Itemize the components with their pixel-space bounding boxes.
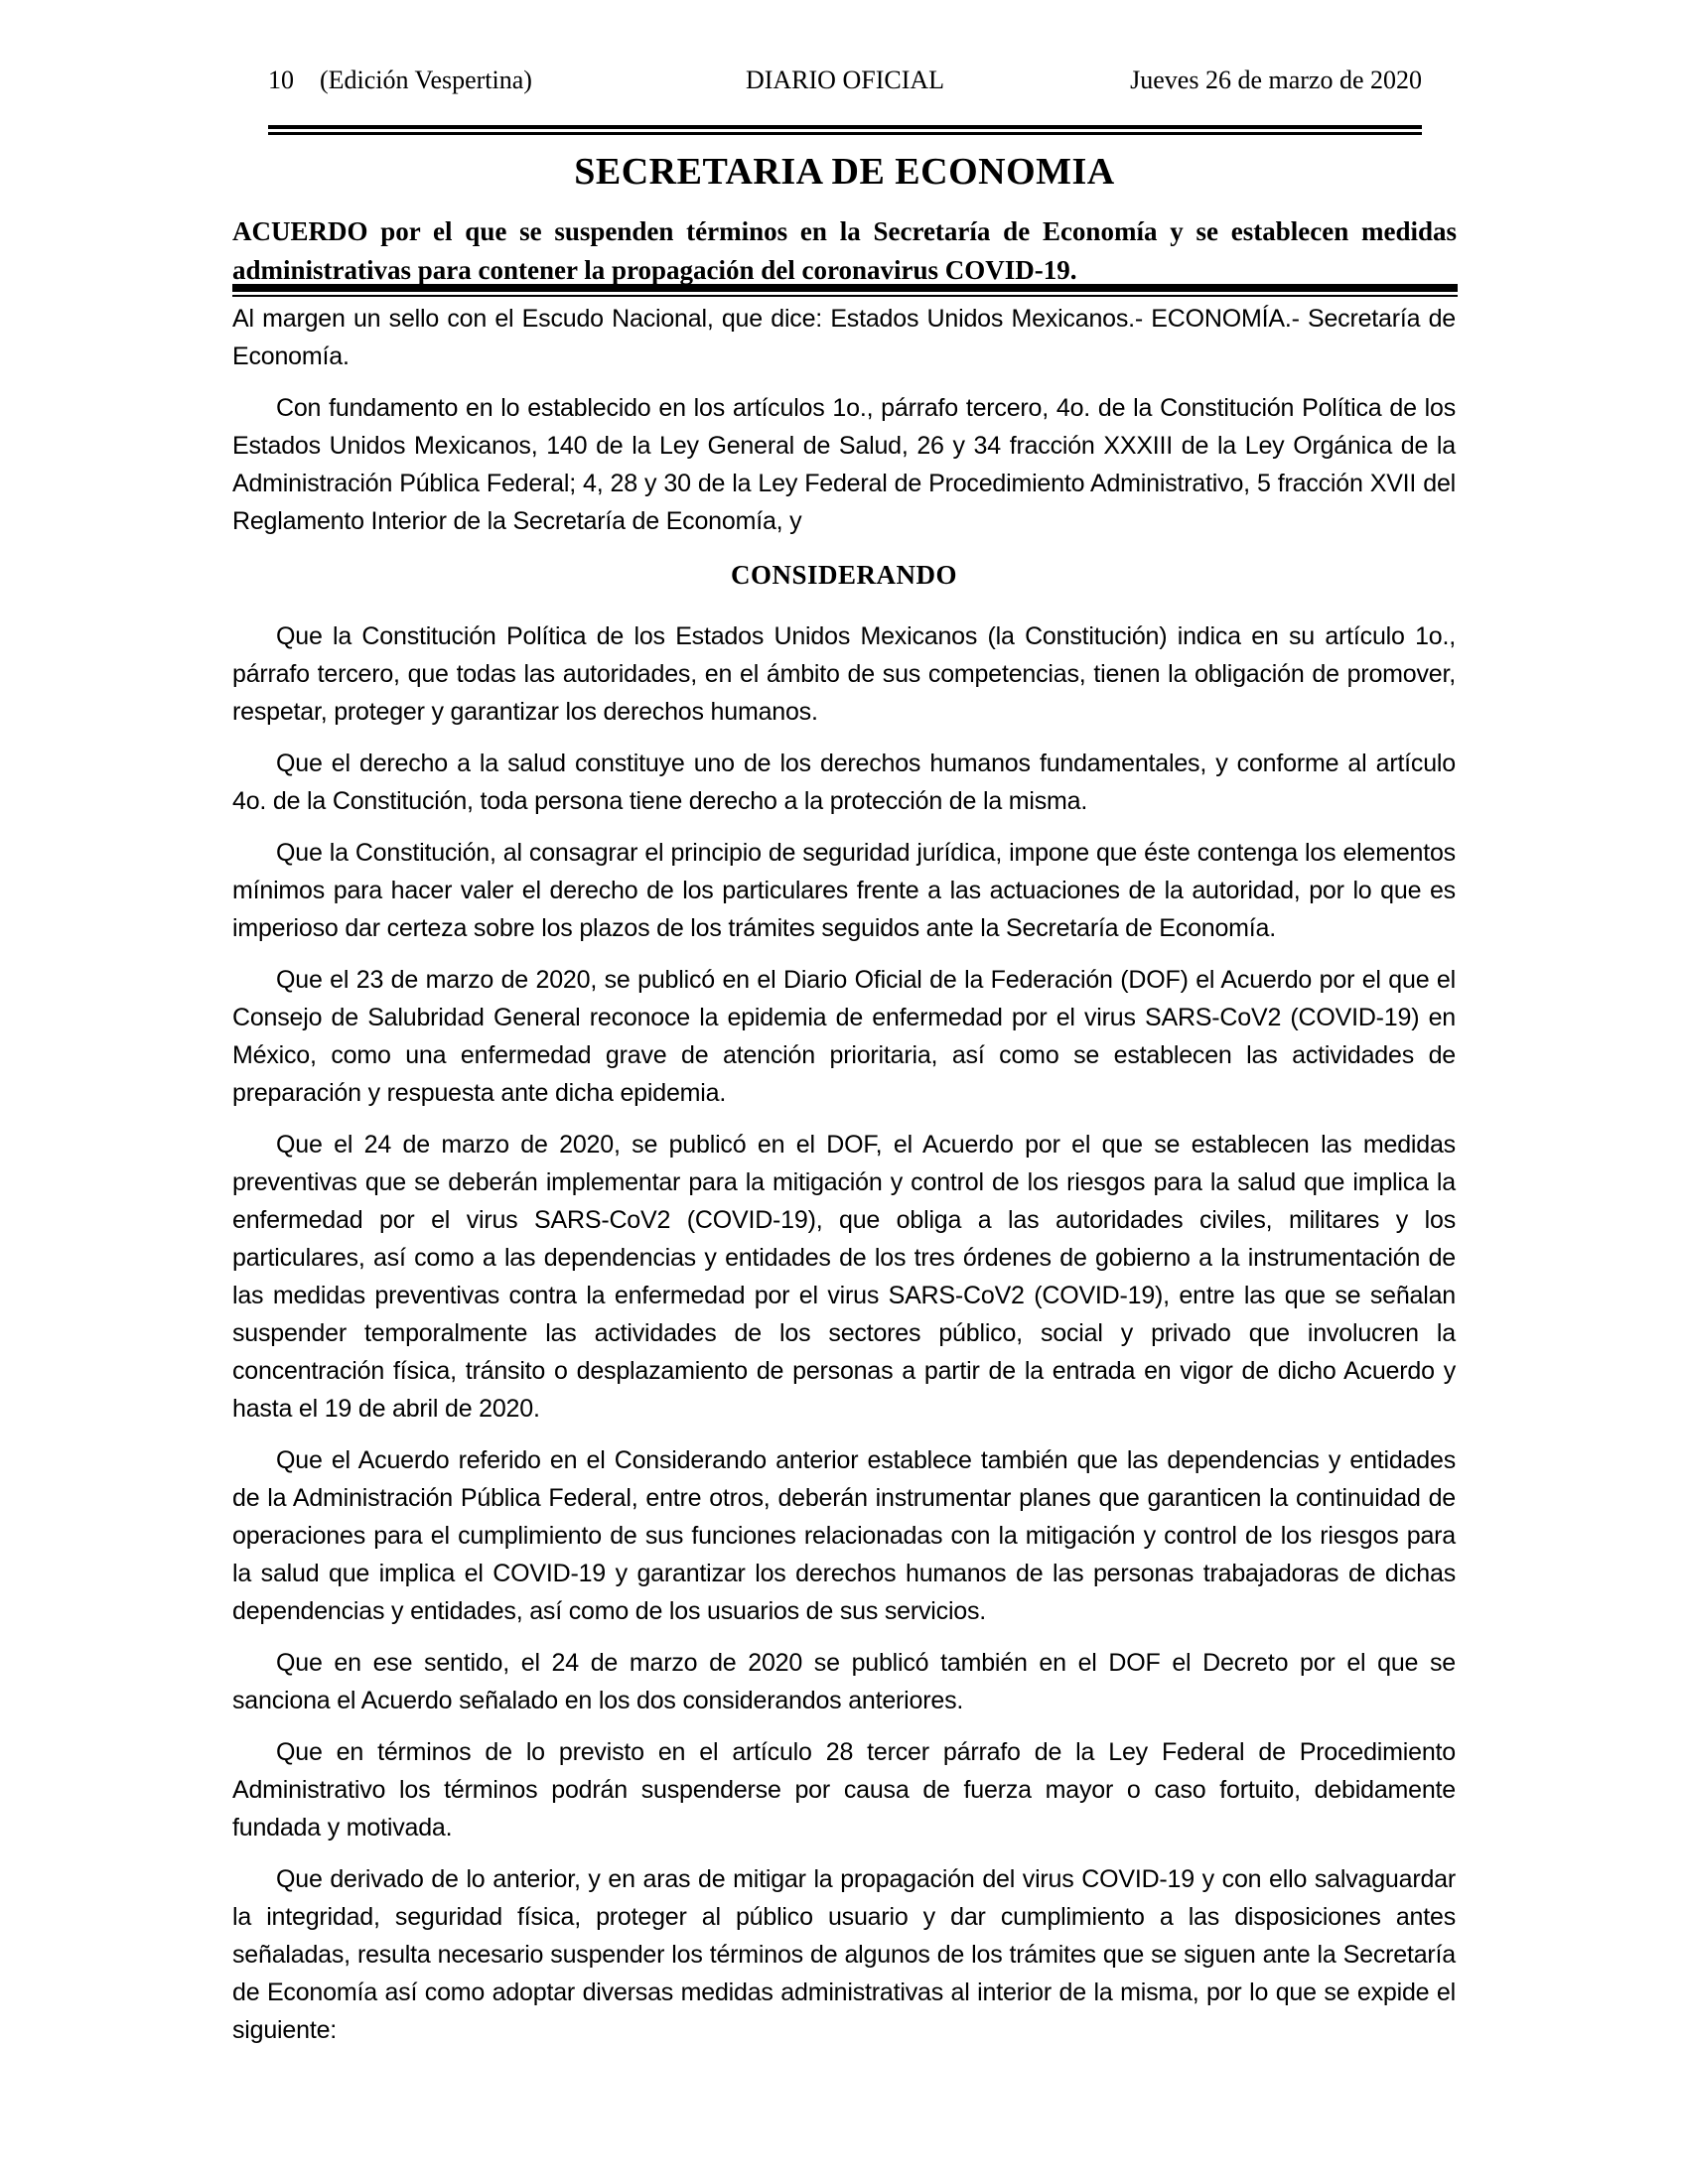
- considerando-paragraph-9: Que derivado de lo anterior, y en aras de mitigar la propagación del virus COVID-19 y con ello salvaguardar la integridad, seguridad física, proteger al público usuario y dar cumplimiento a las disposiciones antes señaladas, resulta necesario suspender los términos de algunos de los trámites que se siguen ante la Secretaría de Economía así como adoptar diversas medidas administrativas al interior de la misma, por lo que se expide el siguiente:: [232, 1865, 1456, 2044]
- edition-label: (Edición Vespertina): [320, 66, 532, 94]
- separator-double-rule: [232, 284, 1458, 297]
- issue-date: Jueves 26 de marzo de 2020: [1130, 66, 1422, 94]
- document-body: [232, 300, 1456, 2063]
- page-number: 10: [268, 66, 294, 94]
- considerando-paragraph-3: Que la Constitución, al consagrar el principio de seguridad jurídica, impone que éste contenga los elementos mínimos para hacer valer el derecho de los particulares frente a las actuaciones de la autoridad, por lo que es imperioso dar certeza sobre los plazos de los trámites seguidos ante la Secretaría de Economía.: [232, 839, 1456, 942]
- decree-summary: ACUERDO por el que se suspenden términos en la Secretaría de Economía y se establecen medidas administrativas para contener la propagación del coronavirus COVID-19.: [232, 216, 1457, 285]
- considerando-paragraph-7: Que en ese sentido, el 24 de marzo de 2020 se publicó también en el DOF el Decreto por el que se sanciona el Acuerdo señalado en los dos considerandos anteriores.: [232, 1649, 1456, 1714]
- considerando-paragraph-8: Que en términos de lo previsto en el artículo 28 tercer párrafo de la Ley Federal de Procedimiento Administrativo los términos podrán suspenderse por causa de fuerza mayor o caso fortuito, debidamente fundada y motivada.: [232, 1738, 1456, 1842]
- considerando-paragraph-2: Que el derecho a la salud constituye uno de los derechos humanos fundamentales, y conforme al artículo 4o. de la Constitución, toda persona tiene derecho a la protección de la misma.: [232, 750, 1456, 815]
- legal-basis-paragraph: Con fundamento en lo establecido en los artículos 1o., párrafo tercero, 4o. de la Constitución Política de los Estados Unidos Mexicanos, 140 de la Ley General de Salud, 26 y 34 fracción XXXIII de la Ley Orgánica de la Administración Pública Federal; 4, 28 y 30 de la Ley Federal de Procedimiento Administrativo, 5 fracción XVII del Reglamento Interior de la Secretaría de Economía, y: [232, 394, 1456, 535]
- considerando-paragraph-6: Que el Acuerdo referido en el Considerando anterior establece también que las dependencias y entidades de la Administración Pública Federal, entre otros, deberán instrumentar planes que garanticen la continuidad de operaciones para el cumplimiento de sus funciones relacionadas con la mitigación y control de los riesgos para la salud que implica el COVID-19 y garantizar los derechos humanos de las personas trabajadoras de dichas dependencias y entidades, así como de los usuarios de sus servicios.: [232, 1446, 1456, 1625]
- considerando-paragraph-4: Que el 23 de marzo de 2020, se publicó en el Diario Oficial de la Federación (DOF) el Acuerdo por el que el Consejo de Salubridad General reconoce la epidemia de enfermedad por el virus SARS-CoV2 (COVID-19) en México, como una enfermedad grave de atención prioritaria, así como se establecen las actividades de preparación y respuesta ante dicha epidemia.: [232, 966, 1456, 1107]
- running-head-left: [268, 66, 652, 95]
- considerando-paragraph-5: Que el 24 de marzo de 2020, se publicó en el DOF, el Acuerdo por el que se establecen las medidas preventivas que se deberán implementar para la mitigación y control de los riesgos para la salud que implica la enfermedad por el virus SARS-CoV2 (COVID-19), que obliga a las autoridades civiles, militares y los particulares, así como a las dependencias y entidades de los tres órdenes de gobierno a la instrumentación de las medidas preventivas contra la enfermedad por el virus SARS-CoV2 (COVID-19), entre las que se señalan suspender temporalmente las actividades de los sectores público, social y privado que involucren la concentración física, tránsito o desplazamiento de personas a partir de la entrada en vigor de dicho Acuerdo y hasta el 19 de abril de 2020.: [232, 1131, 1456, 1423]
- considerando-paragraph-1: Que la Constitución Política de los Estados Unidos Mexicanos (la Constitución) indica en su artículo 1o., párrafo tercero, que todas las autoridades, en el ámbito de sus competencias, tienen la obligación de promover, respetar, proteger y garantizar los derechos humanos.: [232, 622, 1456, 726]
- opening-paragraph: Al margen un sello con el Escudo Nacional, que dice: Estados Unidos Mexicanos.- ECONOMÍA.- Secretaría de Economía.: [232, 305, 1456, 370]
- section-title: SECRETARIA DE ECONOMIA: [574, 151, 1115, 193]
- publication-name: DIARIO OFICIAL: [745, 66, 945, 94]
- running-head: [268, 66, 1422, 95]
- header-double-rule: [268, 125, 1422, 135]
- considerando-heading: CONSIDERANDO: [730, 560, 958, 590]
